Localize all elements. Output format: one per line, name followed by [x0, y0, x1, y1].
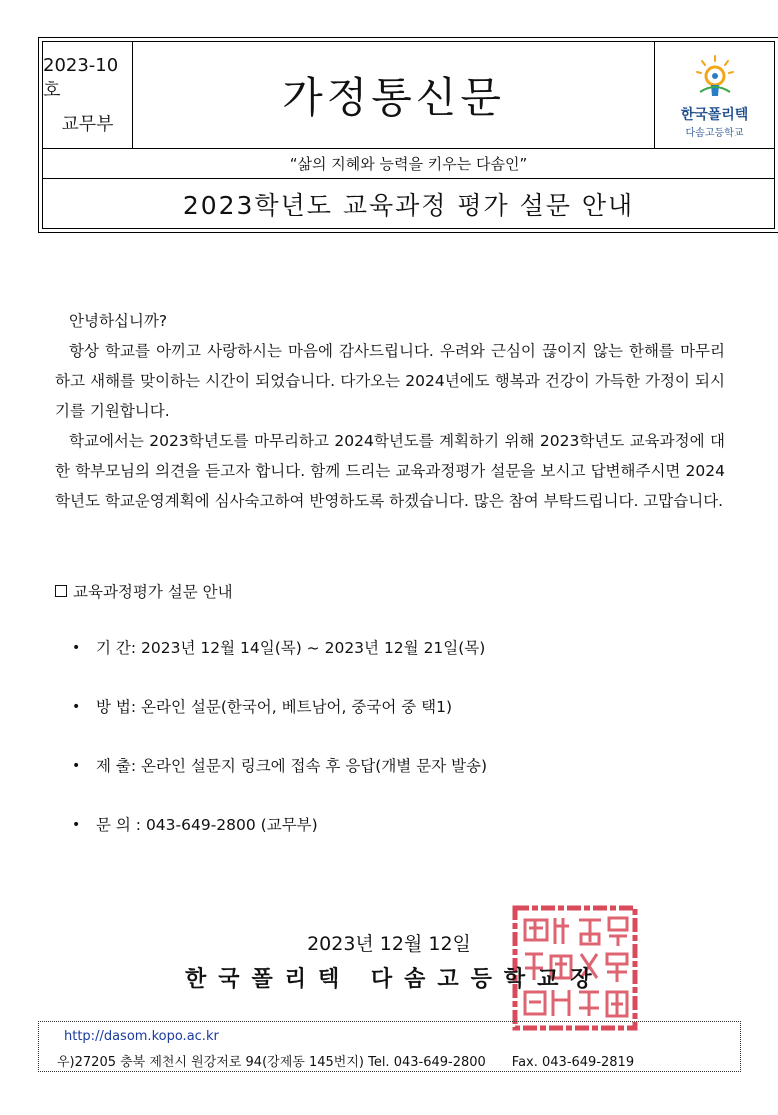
info-item-submission: [72, 751, 722, 810]
paragraph-1: 항상 학교를 아끼고 사랑하시는 마음에 감사드립니다. 우려와 근심이 끊이지 않는 한해를 마무리하고 새해를 맞이하는 시간이 되었습니다. 다가오는 2024년에도 행복과 건강이 가득한 가정이 되시기를 기원합니다.: [55, 342, 726, 420]
page-title: 가정통신문: [282, 73, 505, 122]
bullet-icon: •: [72, 758, 81, 774]
subject-row: [43, 179, 774, 228]
header-top-row: [43, 42, 774, 149]
department: 교무부: [61, 113, 114, 135]
newsletter-header: [38, 37, 778, 233]
issue-date: 2023년 12월 12일: [307, 933, 471, 955]
issue-cell: [43, 42, 133, 148]
info-item-text: 문 의 : 043-649-2800 (교무부): [96, 816, 318, 834]
greeting: 안녕하십니까?: [69, 312, 168, 330]
info-item-period: [72, 633, 722, 692]
section-heading-text: 교육과정평가 설문 안내: [73, 583, 233, 601]
footer-address-line: [57, 1051, 634, 1070]
notice-subject: 2023학년도 교육과정 평가 설문 안내: [182, 190, 635, 220]
paragraph-2: 학교에서는 2023학년도를 마무리하고 2024학년도를 계획하기 위해 2023학년도 교육과정에 대한 학부모님의 의견을 듣고자 합니다. 함께 드리는 교육과정평가 설문을 보시고 답변해주시면 2024학년도 학교운영계획에 심사숙고하여 반영하도록 하겠습니다. 많은 참여 부탁드립니다. 고맙습니다.: [55, 432, 725, 510]
bullet-icon: •: [72, 817, 81, 833]
checkbox-square-icon: [55, 585, 67, 597]
footer-box: [38, 1021, 741, 1072]
logo-icon: [690, 52, 740, 102]
footer-fax: Fax. 043-649-2819: [511, 1055, 635, 1070]
section-heading: [55, 580, 233, 602]
footer-address: 우)27205 충북 제천시 원강저로 94(강제동 145번지) Tel. 043-649-2800: [57, 1055, 486, 1070]
header-inner-frame: [42, 41, 775, 229]
signer-name: 한국폴리텍 다솜고등학교장: [185, 967, 604, 992]
school-logo: [654, 42, 774, 148]
info-item-text: 기 간: 2023년 12월 14일(목) ~ 2023년 12월 21일(목): [96, 639, 486, 657]
bullet-icon: •: [72, 640, 81, 656]
school-website-link[interactable]: http://dasom.kopo.ac.kr: [64, 1029, 219, 1044]
info-item-method: [72, 692, 722, 751]
logo-subtitle: 다솜고등학교: [685, 127, 744, 139]
info-item-text: 방 법: 온라인 설문(한국어, 베트남어, 중국어 중 택1): [96, 698, 453, 716]
info-item-contact: [72, 810, 722, 869]
letter-body: [55, 306, 725, 516]
info-list: [72, 633, 722, 869]
issue-number: 2023-10호: [43, 54, 119, 101]
school-motto: “삶의 지혜와 능력을 키우는 다솜인”: [289, 155, 528, 173]
title-cell: [133, 42, 654, 148]
motto-row: [43, 149, 774, 179]
bullet-icon: •: [72, 699, 81, 715]
info-item-text: 제 출: 온라인 설문지 링크에 접속 후 응답(개별 문자 발송): [96, 757, 488, 775]
logo-name: 한국폴리텍: [680, 106, 749, 123]
